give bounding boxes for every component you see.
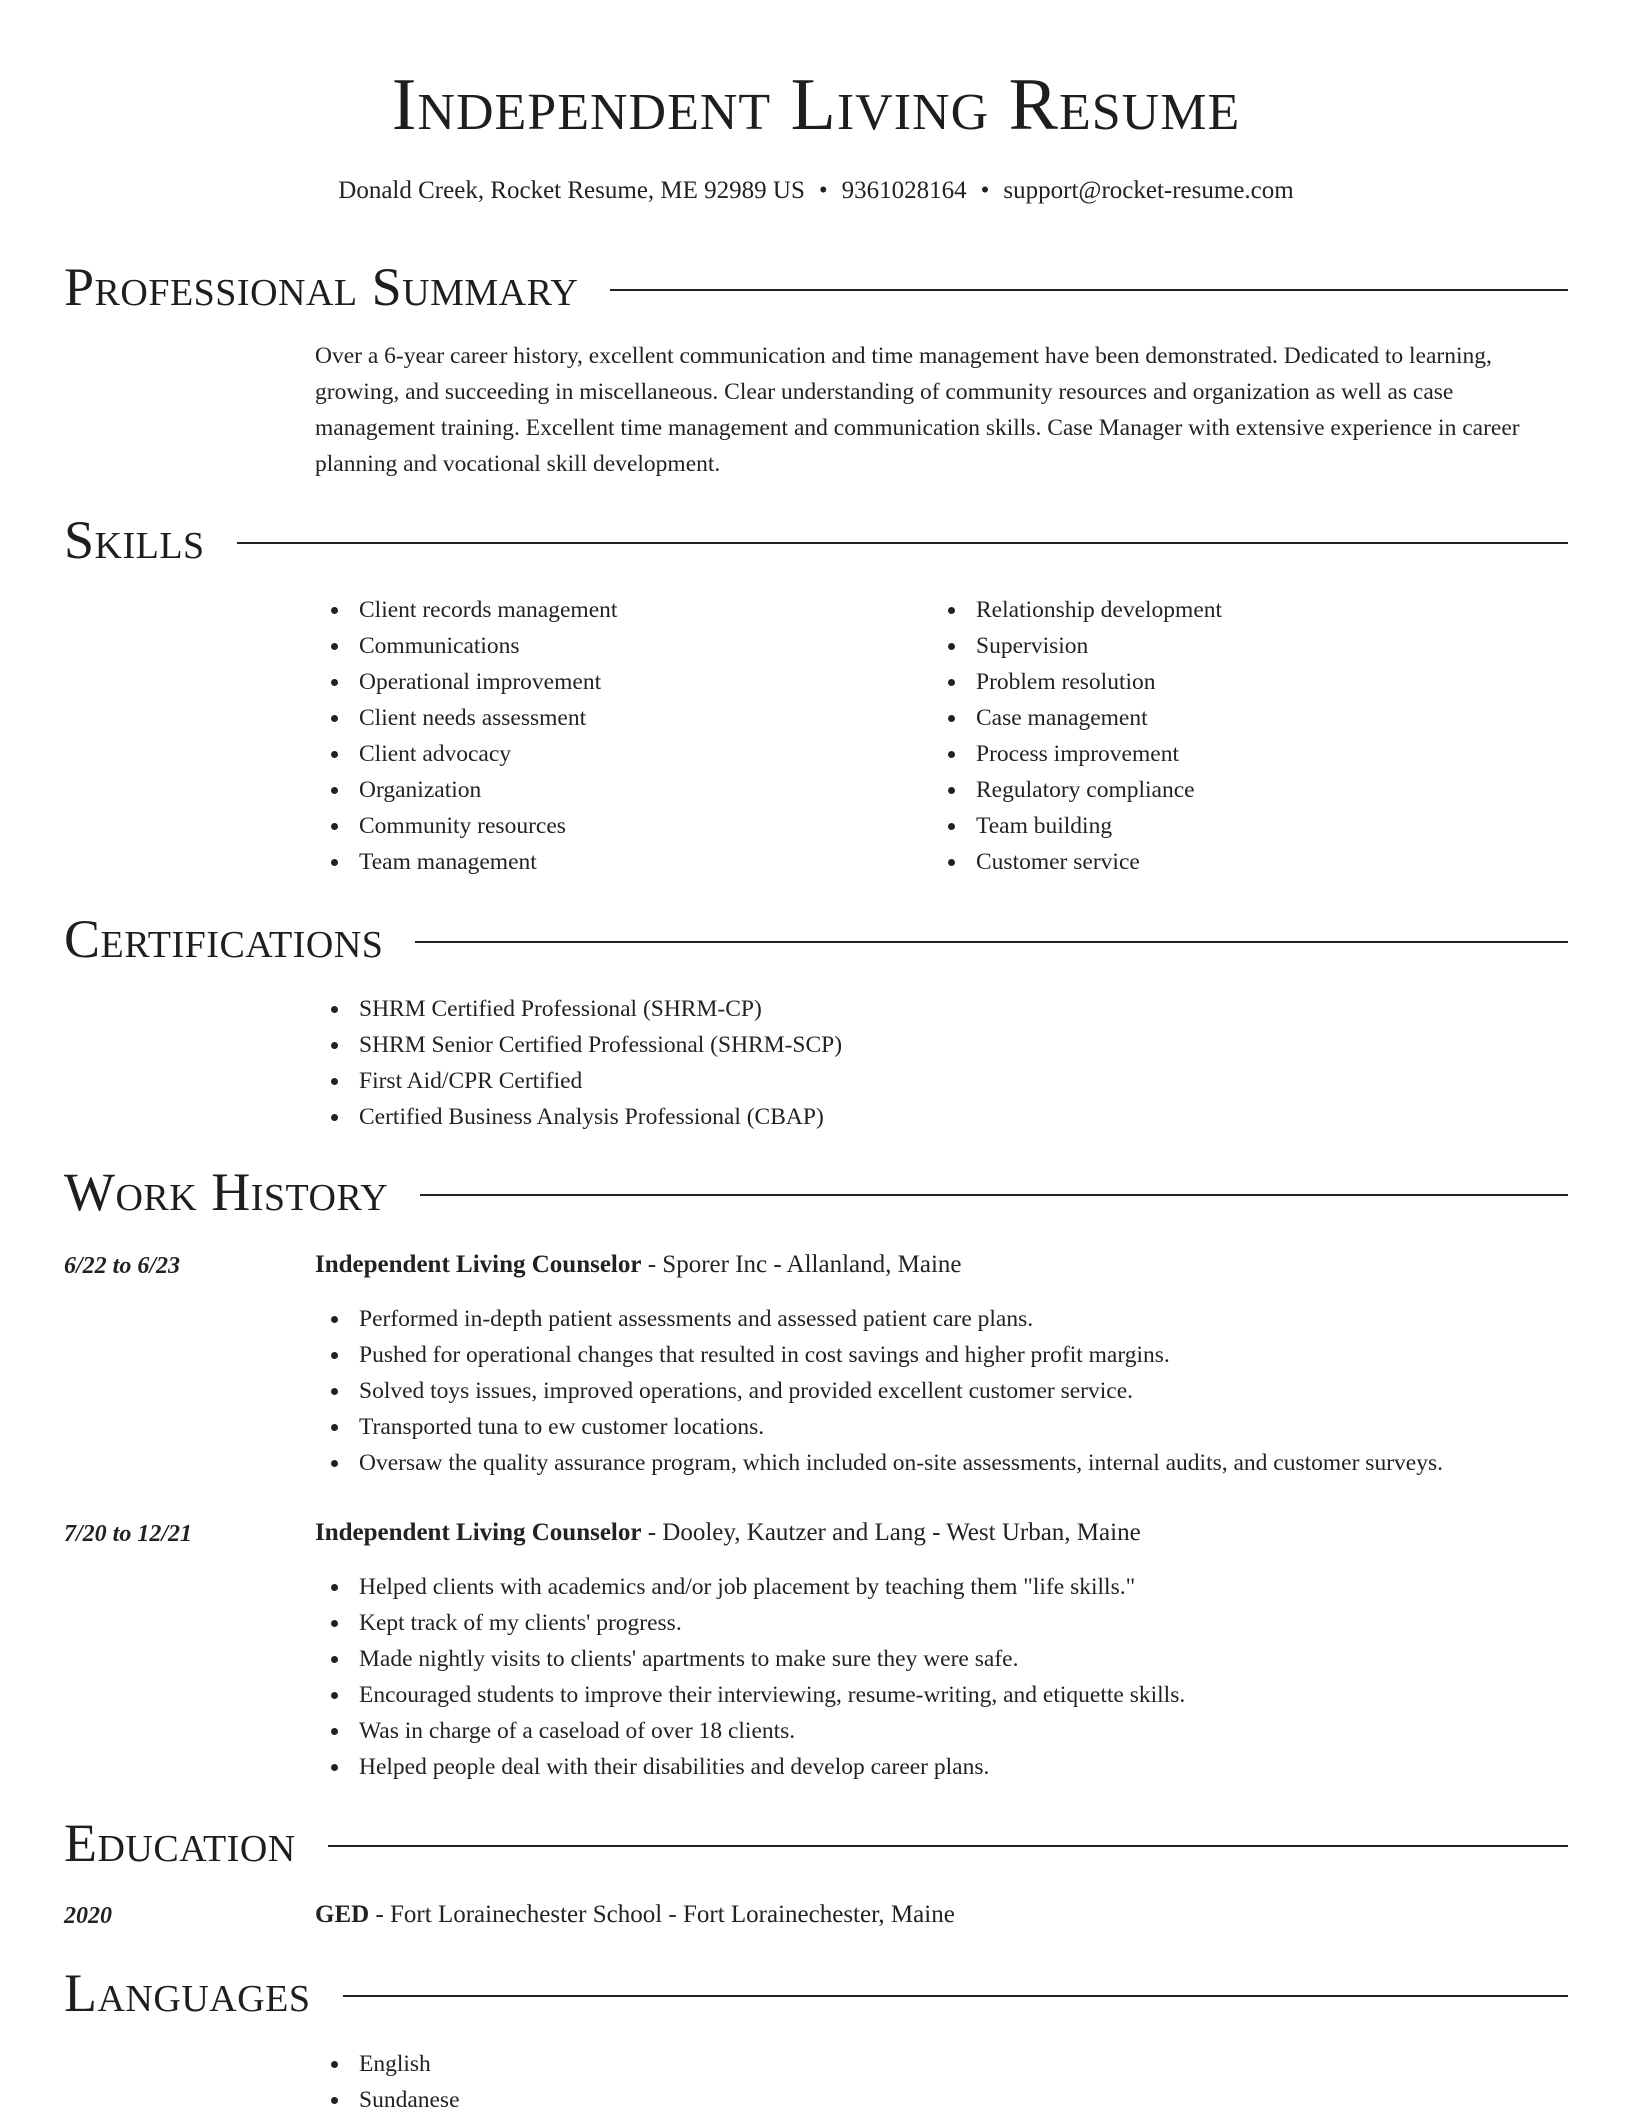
section-header-skills: [64, 508, 1568, 572]
list-item: Team management: [315, 844, 932, 880]
contact-separator: •: [818, 177, 828, 204]
certifications-list: [315, 991, 1568, 1135]
contact-line: [64, 174, 1568, 208]
list-item: Case management: [932, 700, 1549, 736]
list-item: Team building: [932, 808, 1549, 844]
job-role: Independent Living Counselor: [315, 1519, 642, 1546]
list-item: Customer service: [932, 844, 1549, 880]
section-title: Professional Summary: [64, 257, 579, 317]
list-item: Certified Business Analysis Professional (CBAP): [315, 1099, 1568, 1135]
section-header-work-history: [64, 1160, 1568, 1224]
resume-title: Independent Living Resume: [391, 64, 1241, 146]
list-item: Client advocacy: [315, 736, 932, 772]
job-bullets: [315, 1569, 1568, 1785]
list-item: Encouraged students to improve their interviewing, resume-writing, and etiquette skills.: [315, 1677, 1568, 1713]
section-title: Certifications: [64, 909, 384, 969]
list-item: Solved toys issues, improved operations, and provided excellent customer service.: [315, 1373, 1568, 1409]
list-item: Made nightly visits to clients' apartments to make sure they were safe.: [315, 1641, 1568, 1677]
list-item: Community resources: [315, 808, 932, 844]
list-item: SHRM Senior Certified Professional (SHRM-SCP): [315, 1027, 1568, 1063]
list-item: Relationship development: [932, 592, 1549, 628]
job-dates: 6/22 to 6/23: [64, 1253, 181, 1279]
list-item: Client records management: [315, 592, 932, 628]
list-item: Process improvement: [932, 736, 1549, 772]
list-item: Client needs assessment: [315, 700, 932, 736]
list-item: Pushed for operational changes that resulted in cost savings and higher profit margins.: [315, 1337, 1568, 1373]
skills-column-left: [315, 592, 932, 880]
section-divider: [343, 1995, 1569, 1997]
list-item: Problem resolution: [932, 664, 1549, 700]
list-item: First Aid/CPR Certified: [315, 1063, 1568, 1099]
section-title: Languages: [64, 1963, 311, 2023]
list-item: Regulatory compliance: [932, 772, 1549, 808]
list-item: Communications: [315, 628, 932, 664]
summary-text: Over a 6-year career history, excellent communication and time management have been demonstrated. Dedicated to learning, growing, and succeeding in miscellaneous. Clear understanding of community resources and organization as well as case management training. Excellent time management and communication skills. Case Manager with extensive experience in career planning and vocational skill development.: [315, 343, 1520, 477]
skills-grid: [315, 592, 1568, 880]
section-divider: [415, 941, 1568, 943]
job-employer: - Sporer Inc - Allanland, Maine: [641, 1251, 962, 1278]
job-dates: 7/20 to 12/21: [64, 1521, 193, 1547]
section-divider: [610, 289, 1568, 291]
list-item: Was in charge of a caseload of over 18 clients.: [315, 1713, 1568, 1749]
education-line: [315, 1897, 955, 1933]
section-title: Education: [64, 1813, 296, 1873]
section-title: Work History: [64, 1162, 389, 1222]
section-title: Skills: [64, 510, 205, 570]
list-item: Helped clients with academics and/or job placement by teaching them "life skills.": [315, 1569, 1568, 1605]
job-bullets: [315, 1301, 1568, 1481]
list-item: Supervision: [932, 628, 1549, 664]
list-item: Sundanese: [315, 2082, 1568, 2118]
contact-address: Donald Creek, Rocket Resume, ME 92989 US: [338, 177, 805, 204]
contact-phone: 9361028164: [841, 177, 967, 204]
list-item: Transported tuna to ew customer locations.: [315, 1409, 1568, 1445]
list-item: Performed in-depth patient assessments and assessed patient care plans.: [315, 1301, 1568, 1337]
section-divider: [237, 542, 1568, 544]
languages-list: [315, 2046, 1568, 2118]
job-title-line: [315, 1247, 962, 1283]
job-title-line: [315, 1515, 1141, 1551]
education-year: 2020: [64, 1903, 112, 1929]
list-item: Organization: [315, 772, 932, 808]
section-header-summary: [64, 255, 1568, 319]
list-item: Operational improvement: [315, 664, 932, 700]
section-header-languages: [64, 1961, 1568, 2025]
list-item: Helped people deal with their disabilities and develop career plans.: [315, 1749, 1568, 1785]
job-role: Independent Living Counselor: [315, 1251, 642, 1278]
list-item: Oversaw the quality assurance program, which included on-site assessments, internal audits, and customer surveys.: [315, 1445, 1568, 1481]
section-divider: [420, 1194, 1568, 1196]
education-school: - Fort Lorainechester School - Fort Lorainechester, Maine: [369, 1901, 955, 1928]
list-item: Kept track of my clients' progress.: [315, 1605, 1568, 1641]
contact-separator: •: [980, 177, 990, 204]
section-header-certifications: [64, 907, 1568, 971]
section-divider: [328, 1845, 1568, 1847]
list-item: English: [315, 2046, 1568, 2082]
skills-column-right: [932, 592, 1549, 880]
section-header-education: [64, 1811, 1568, 1875]
list-item: SHRM Certified Professional (SHRM-CP): [315, 991, 1568, 1027]
education-degree: GED: [315, 1901, 370, 1928]
contact-email: support@rocket-resume.com: [1003, 177, 1294, 204]
job-employer: - Dooley, Kautzer and Lang - West Urban, Maine: [641, 1519, 1141, 1546]
